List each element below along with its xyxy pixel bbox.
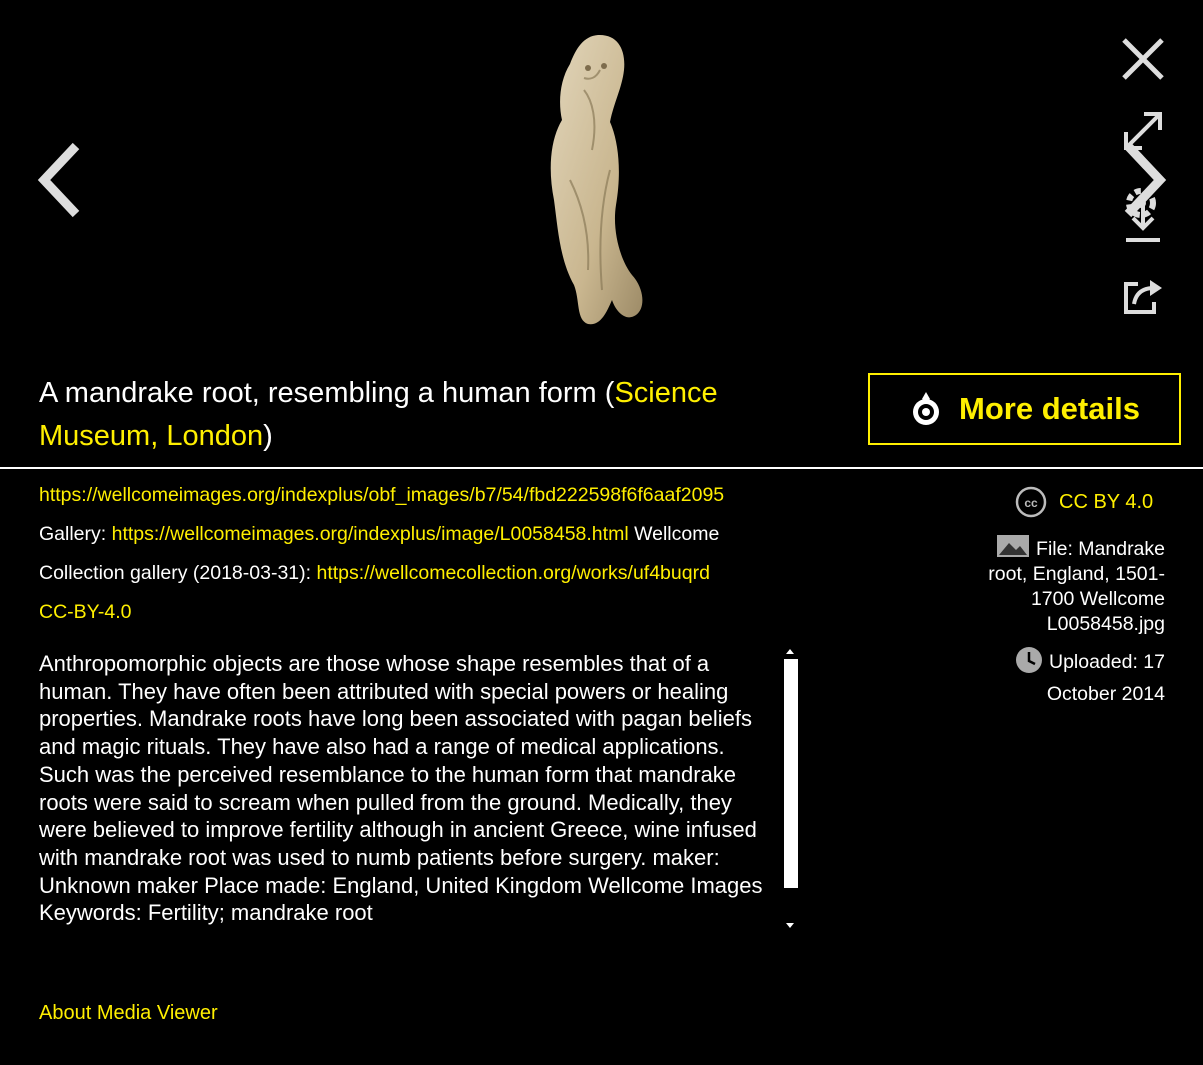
- svg-text:cc: cc: [1024, 496, 1038, 510]
- source-url-link[interactable]: https://wellcomeimages.org/indexplus/obf_images/b7/54/fbd222598f6f6aaf2095: [39, 484, 725, 506]
- download-button[interactable]: [1120, 200, 1166, 246]
- gallery-label: Gallery:: [39, 523, 112, 545]
- fullscreen-button[interactable]: [1120, 108, 1166, 154]
- close-icon: [1120, 36, 1166, 82]
- scroll-down-arrow-icon[interactable]: [786, 923, 794, 928]
- more-details-button[interactable]: [868, 373, 1181, 445]
- gallery-url-link[interactable]: https://wellcomeimages.org/indexplus/image/L0058458.html: [111, 523, 629, 545]
- title-text: A mandrake root, resembling a human form (: [39, 377, 615, 409]
- license-label: CC BY 4.0: [1059, 490, 1154, 513]
- file-info: [955, 534, 1165, 637]
- chevron-left-icon: [36, 140, 86, 220]
- more-details-label: More details: [959, 391, 1140, 426]
- download-icon: [1120, 200, 1166, 246]
- collection-url-link[interactable]: https://wellcomecollection.org/works/uf4buqrd: [316, 562, 710, 584]
- description-scrollbar[interactable]: [783, 647, 799, 930]
- title-source-link[interactable]: Science Museum, London: [39, 377, 718, 452]
- cc-icon: [1015, 486, 1047, 518]
- about-media-viewer-link[interactable]: About Media Viewer: [39, 1002, 218, 1024]
- share-icon: [1120, 272, 1166, 318]
- collection-label: Collection gallery (2018-03-31):: [39, 562, 317, 584]
- image-icon: [996, 534, 1030, 558]
- clock-icon: [1015, 646, 1043, 674]
- commons-icon: [909, 390, 943, 428]
- upload-info: [955, 646, 1165, 710]
- image-title: [39, 372, 799, 458]
- mandrake-root-image: [540, 30, 650, 330]
- description-scroll-area[interactable]: [39, 650, 799, 932]
- metadata-block: [39, 480, 799, 636]
- upload-date: Uploaded: 17 October 2014: [1046, 651, 1165, 705]
- license-text-link[interactable]: CC-BY-4.0: [39, 601, 132, 623]
- description-text: Anthropomorphic objects are those whose shape resembles that of a human. They have often been attributed with special powers or healing properties. Mandrake roots have long been associated with pagan beliefs and magic rituals. They have also had a range of medical applications. Such was the perceived resemblance to the human form that mandrake roots were said to scream when pulled from the ground. Medically, they were believed to improve fertility although in ancient Greece, wine infused with mandrake root was used to numb patients before surgery. maker: Unknown maker Place made: England, United Kingdom Wellcome Images Keywords: Fertility; mandrake root: [39, 651, 763, 926]
- fullscreen-icon: [1120, 108, 1166, 154]
- previous-image-button[interactable]: [36, 140, 86, 220]
- file-name: File: Mandrake root, England, 1501-1700 Wellcome L0058458.jpg: [988, 538, 1165, 635]
- divider: [0, 467, 1203, 469]
- close-button[interactable]: [1120, 36, 1166, 82]
- license-badge[interactable]: [1015, 486, 1153, 518]
- share-button[interactable]: [1120, 272, 1166, 318]
- scroll-up-arrow-icon[interactable]: [786, 649, 794, 654]
- title-suffix: ): [263, 420, 273, 452]
- scroll-thumb[interactable]: [784, 659, 798, 888]
- gallery-suffix: Wellcome: [628, 523, 720, 545]
